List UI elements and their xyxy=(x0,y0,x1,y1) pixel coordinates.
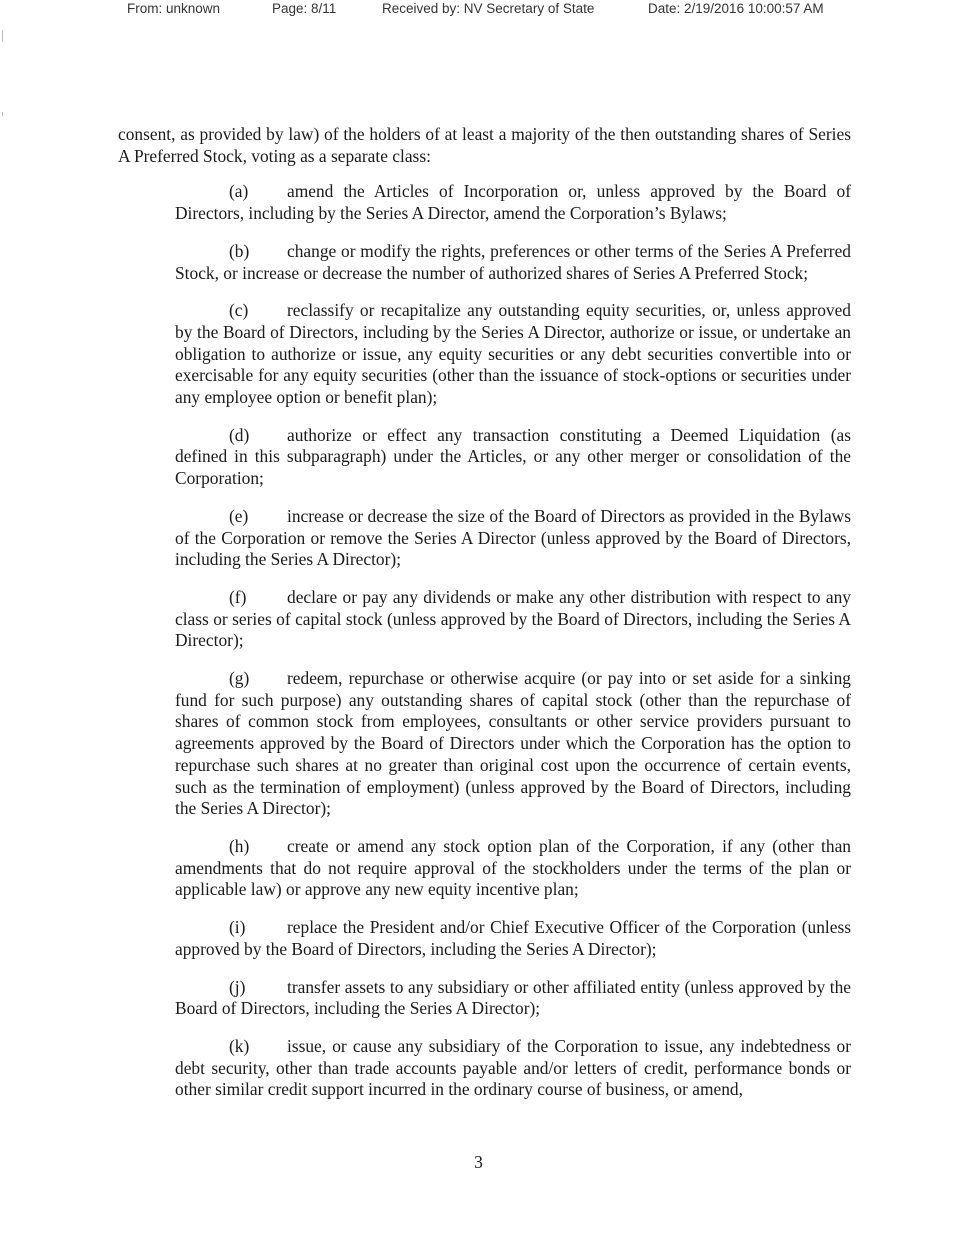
clause-label: (h) xyxy=(229,835,250,856)
clause-paragraph xyxy=(175,836,851,901)
clause-text: change or modify the rights, preferences or other terms of the Series A Preferred Stock, or increase or decrease the number of authorized shares of Series A Preferred Stock; xyxy=(175,240,851,283)
fax-received-by: Received by: NV Secretary of State xyxy=(382,1,595,16)
clause-text: authorize or effect any transaction constituting a Deemed Liquidation (as defined in this subparagraph) under the Articles, or any other merger or consolidation of the Corporation; xyxy=(175,424,851,489)
clause-label: (g) xyxy=(229,668,250,689)
clause-paragraph xyxy=(175,1036,851,1101)
clause-paragraph xyxy=(175,668,851,820)
clause-list xyxy=(118,181,851,1101)
fax-page-count: Page: 8/11 xyxy=(272,1,337,16)
clause-text: transfer assets to any subsidiary or other affiliated entity (unless approved by the Board of Directors, including the Series A Director); xyxy=(175,976,851,1019)
clause-label: (f) xyxy=(229,586,247,607)
clause-label: (c) xyxy=(229,300,249,321)
clause-paragraph xyxy=(175,181,851,224)
clause-text: amend the Articles of Incorporation or, unless approved by the Board of Directors, including by the Series A Director, amend the Corporation’s Bylaws; xyxy=(175,181,851,224)
fax-from: From: unknown xyxy=(127,1,221,16)
clause-text: redeem, repurchase or otherwise acquire (or pay into or set aside for a sinking fund for such purpose) any outstanding shares of capital stock (other than the repurchase of shares of common stock from employees, consultants or other service providers pursuant to agreements approved by the Board of Directors under which the Corporation has the option to repurchase such shares at no greater than original cost upon the occurrence of certain events, such as the termination of employment) (unless approved by the Board of Directors, including the Series A Director); xyxy=(175,668,851,819)
clause-paragraph xyxy=(175,506,851,571)
clause-text: increase or decrease the size of the Board of Directors as provided in the Bylaws of the Corporation or remove the Series A Director (unless approved by the Board of Directors, including the Series A Director); xyxy=(175,505,851,570)
scan-speck xyxy=(2,112,3,116)
clause-text: replace the President and/or Chief Executive Officer of the Corporation (unless approved by the Board of Directors, including the Series A Director); xyxy=(175,917,851,959)
clause-label: (j) xyxy=(229,976,246,997)
clause-paragraph xyxy=(175,587,851,652)
intro-paragraph: consent, as provided by law) of the holders of at least a majority of the then outstanding shares of Series A Preferred Stock, voting as a separate class: xyxy=(118,124,851,166)
clause-paragraph xyxy=(175,300,851,409)
clause-text: reclassify or recapitalize any outstanding equity securities, or, unless approved by the Board of Directors, including by the Series A Director, authorize or issue, or undertake an obligation to authorize or issue, any equity securities or any debt securities convertible into or exercisable for any equity securities (other than the issuance of stock-options or securities under any employee option or benefit plan); xyxy=(175,300,851,408)
clause-label: (i) xyxy=(229,917,246,938)
clause-paragraph xyxy=(175,241,851,284)
fax-date: Date: 2/19/2016 10:00:57 AM xyxy=(648,1,824,16)
page-number: 3 xyxy=(474,1152,483,1172)
clause-paragraph xyxy=(175,425,851,490)
clause-text: issue, or cause any subsidiary of the Corporation to issue, any indebtedness or debt security, other than trade accounts payable and/or letters of credit, performance bonds or other similar credit support incurred in the ordinary course of business, or amend, xyxy=(175,1035,851,1100)
fax-header xyxy=(0,0,957,22)
clause-label: (e) xyxy=(229,505,249,526)
clause-label: (a) xyxy=(229,181,249,202)
document-body xyxy=(118,124,851,1117)
clause-label: (b) xyxy=(229,240,250,261)
clause-paragraph xyxy=(175,917,851,960)
clause-paragraph xyxy=(175,977,851,1020)
scan-speck xyxy=(2,30,3,42)
clause-label: (k) xyxy=(229,1035,250,1056)
clause-text: create or amend any stock option plan of the Corporation, if any (other than amendments that do not require approval of the stockholders under the terms of the plan or applicable law) or approve any new equity incentive plan; xyxy=(175,835,851,900)
clause-label: (d) xyxy=(229,424,250,445)
clause-text: declare or pay any dividends or make any other distribution with respect to any class or series of capital stock (unless approved by the Board of Directors, including the Series A Director); xyxy=(175,586,851,651)
